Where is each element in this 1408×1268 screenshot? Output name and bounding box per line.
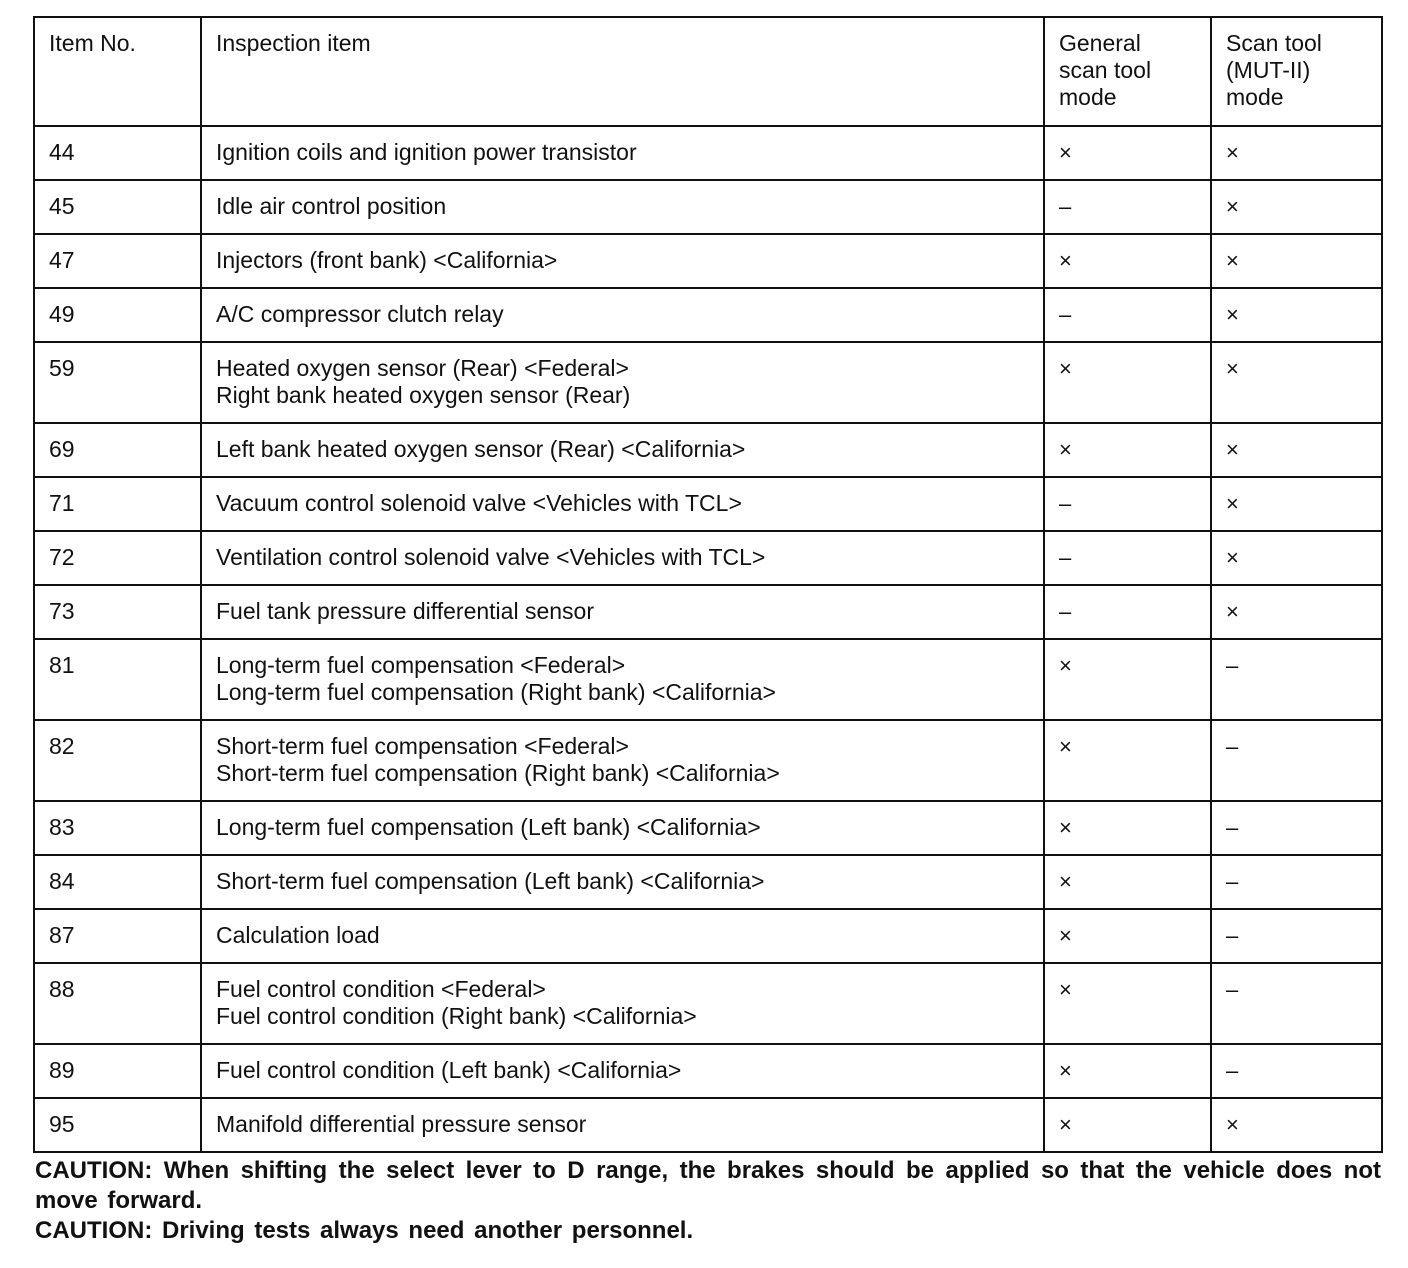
general-scan-tool-mark: ×: [1044, 423, 1211, 477]
item-number-cell: 44: [34, 126, 201, 180]
table-header-row: [34, 17, 1382, 126]
inspection-item-line: Idle air control position: [216, 193, 447, 219]
mut-scan-tool-mark: ×: [1211, 477, 1382, 531]
table-row: [34, 288, 1382, 342]
item-number-cell: 82: [34, 720, 201, 801]
inspection-item-line: Long-term fuel compensation <Federal>: [216, 652, 626, 678]
mut-scan-tool-mark: ×: [1211, 531, 1382, 585]
item-number-cell: 73: [34, 585, 201, 639]
inspection-item-line: Ignition coils and ignition power transistor: [216, 139, 637, 165]
item-number-cell: 87: [34, 909, 201, 963]
item-number-cell: 71: [34, 477, 201, 531]
table-row: [34, 855, 1382, 909]
inspection-item-cell: [201, 1098, 1044, 1152]
mut-scan-tool-mark: –: [1211, 801, 1382, 855]
table-row: [34, 963, 1382, 1044]
header-inspection-item: Inspection item: [201, 17, 1044, 126]
general-scan-tool-mark: ×: [1044, 342, 1211, 423]
general-scan-tool-mark: ×: [1044, 801, 1211, 855]
table-row: [34, 531, 1382, 585]
inspection-item-cell: [201, 234, 1044, 288]
item-number-cell: 83: [34, 801, 201, 855]
inspection-item-cell: [201, 531, 1044, 585]
general-scan-tool-mark: –: [1044, 585, 1211, 639]
inspection-item-cell: [201, 855, 1044, 909]
general-scan-tool-mark: –: [1044, 531, 1211, 585]
inspection-item-cell: [201, 477, 1044, 531]
inspection-item-line: Short-term fuel compensation (Left bank) <California>: [216, 868, 765, 894]
table-row: [34, 720, 1382, 801]
header-mut-line-2: (MUT-II): [1226, 57, 1311, 83]
table-row: [34, 342, 1382, 423]
inspection-item-cell: [201, 126, 1044, 180]
inspection-item-cell: [201, 423, 1044, 477]
item-number-cell: 45: [34, 180, 201, 234]
item-number-cell: 59: [34, 342, 201, 423]
caution-note-1: CAUTION: When shifting the select lever to D range, the brakes should be applied so that the vehicle does not move forward.: [35, 1157, 1381, 1214]
general-scan-tool-mark: –: [1044, 180, 1211, 234]
mut-scan-tool-mark: ×: [1211, 585, 1382, 639]
table-row: [34, 1044, 1382, 1098]
mut-scan-tool-mark: –: [1211, 639, 1382, 720]
table-row: [34, 423, 1382, 477]
mut-scan-tool-mark: –: [1211, 1044, 1382, 1098]
caution-note-2: CAUTION: Driving tests always need another personnel.: [35, 1217, 694, 1244]
inspection-item-line: Vacuum control solenoid valve <Vehicles with TCL>: [216, 490, 742, 516]
table-row: [34, 234, 1382, 288]
inspection-item-cell: [201, 639, 1044, 720]
item-number-cell: 47: [34, 234, 201, 288]
inspection-item-cell: [201, 909, 1044, 963]
inspection-item-line: Long-term fuel compensation (Right bank) <California>: [216, 679, 776, 705]
mut-scan-tool-mark: ×: [1211, 180, 1382, 234]
table-row: [34, 126, 1382, 180]
item-number-cell: 81: [34, 639, 201, 720]
inspection-item-line: Right bank heated oxygen sensor (Rear): [216, 382, 631, 408]
general-scan-tool-mark: ×: [1044, 855, 1211, 909]
general-scan-tool-mark: ×: [1044, 126, 1211, 180]
inspection-item-cell: [201, 963, 1044, 1044]
mut-scan-tool-mark: ×: [1211, 288, 1382, 342]
inspection-item-cell: [201, 585, 1044, 639]
mut-scan-tool-mark: ×: [1211, 1098, 1382, 1152]
inspection-item-line: Fuel control condition (Right bank) <California>: [216, 1003, 697, 1029]
inspection-item-line: Short-term fuel compensation (Right bank) <California>: [216, 760, 780, 786]
caution-notes: [35, 1156, 1381, 1246]
item-number-cell: 89: [34, 1044, 201, 1098]
inspection-item-cell: [201, 801, 1044, 855]
general-scan-tool-mark: ×: [1044, 234, 1211, 288]
inspection-item-line: Short-term fuel compensation <Federal>: [216, 733, 629, 759]
inspection-item-line: Manifold differential pressure sensor: [216, 1111, 587, 1137]
header-general-line-3: mode: [1059, 84, 1117, 110]
item-number-cell: 88: [34, 963, 201, 1044]
header-general-line-2: scan tool: [1059, 57, 1152, 83]
header-general-scan-tool-mode: [1044, 17, 1211, 126]
general-scan-tool-mark: –: [1044, 477, 1211, 531]
mut-scan-tool-mark: ×: [1211, 234, 1382, 288]
table-row: [34, 909, 1382, 963]
mut-scan-tool-mark: –: [1211, 855, 1382, 909]
item-number-cell: 49: [34, 288, 201, 342]
mut-scan-tool-mark: ×: [1211, 342, 1382, 423]
inspection-item-cell: [201, 1044, 1044, 1098]
inspection-item-cell: [201, 180, 1044, 234]
mut-scan-tool-mark: –: [1211, 909, 1382, 963]
inspection-item-cell: [201, 342, 1044, 423]
header-general-line-1: General: [1059, 30, 1141, 56]
inspection-item-line: Calculation load: [216, 922, 380, 948]
table-row: [34, 801, 1382, 855]
general-scan-tool-mark: ×: [1044, 1098, 1211, 1152]
inspection-item-line: Left bank heated oxygen sensor (Rear) <California>: [216, 436, 746, 462]
inspection-item-line: A/C compressor clutch relay: [216, 301, 504, 327]
table-row: [34, 1098, 1382, 1152]
inspection-table: [33, 16, 1383, 1153]
inspection-item-line: Heated oxygen sensor (Rear) <Federal>: [216, 355, 629, 381]
inspection-item-cell: [201, 288, 1044, 342]
header-item-no: Item No.: [34, 17, 201, 126]
inspection-item-line: Ventilation control solenoid valve <Vehicles with TCL>: [216, 544, 766, 570]
item-number-cell: 95: [34, 1098, 201, 1152]
general-scan-tool-mark: ×: [1044, 639, 1211, 720]
header-mut-line-1: Scan tool: [1226, 30, 1322, 56]
item-number-cell: 72: [34, 531, 201, 585]
general-scan-tool-mark: –: [1044, 288, 1211, 342]
inspection-item-line: Fuel tank pressure differential sensor: [216, 598, 594, 624]
general-scan-tool-mark: ×: [1044, 720, 1211, 801]
inspection-item-line: Fuel control condition <Federal>: [216, 976, 546, 1002]
general-scan-tool-mark: ×: [1044, 1044, 1211, 1098]
general-scan-tool-mark: ×: [1044, 909, 1211, 963]
table-row: [34, 585, 1382, 639]
item-number-cell: 84: [34, 855, 201, 909]
inspection-item-line: Fuel control condition (Left bank) <California>: [216, 1057, 682, 1083]
mut-scan-tool-mark: –: [1211, 963, 1382, 1044]
general-scan-tool-mark: ×: [1044, 963, 1211, 1044]
mut-scan-tool-mark: –: [1211, 720, 1382, 801]
inspection-item-line: Long-term fuel compensation (Left bank) <California>: [216, 814, 761, 840]
inspection-item-cell: [201, 720, 1044, 801]
mut-scan-tool-mark: ×: [1211, 126, 1382, 180]
table-row: [34, 180, 1382, 234]
header-scan-tool-mut-mode: [1211, 17, 1382, 126]
table-row: [34, 477, 1382, 531]
table-row: [34, 639, 1382, 720]
inspection-item-line: Injectors (front bank) <California>: [216, 247, 558, 273]
item-number-cell: 69: [34, 423, 201, 477]
header-mut-line-3: mode: [1226, 84, 1284, 110]
table-body: [34, 126, 1382, 1152]
mut-scan-tool-mark: ×: [1211, 423, 1382, 477]
